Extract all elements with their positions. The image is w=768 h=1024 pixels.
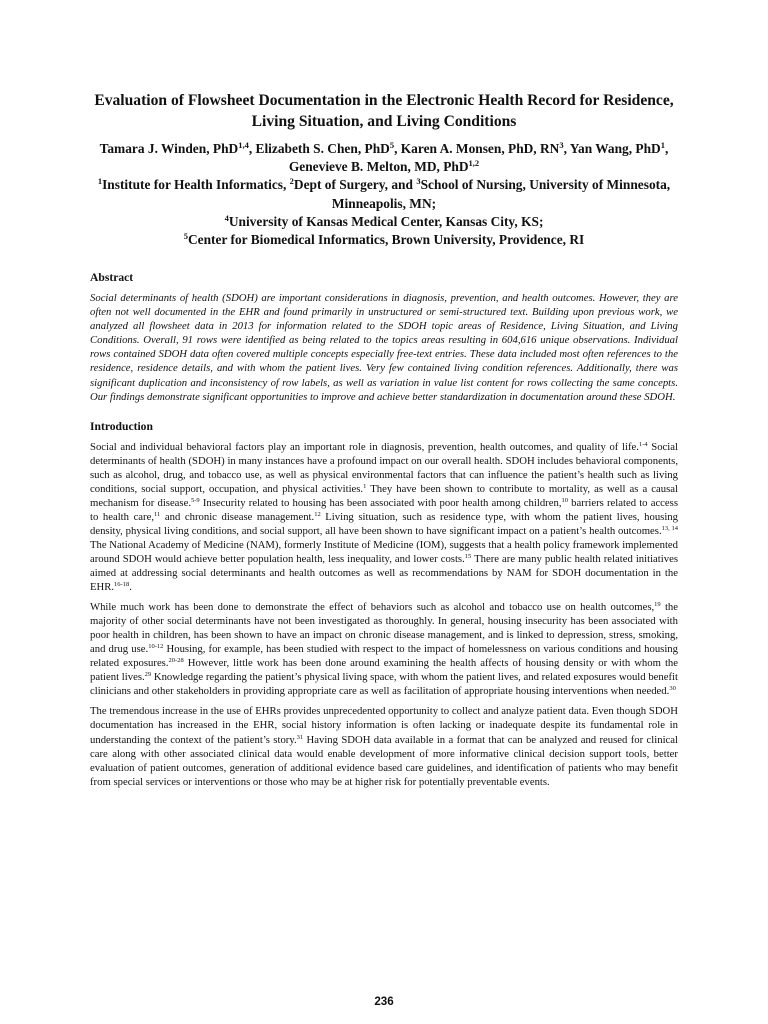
introduction-paragraph-2: While much work has been done to demonstrate the effect of behaviors such as alcohol and tobacco use on health outcomes,$^{19}$ the majority of other social determinants have not been investigated as thoroughly. In general, housing insecurity has been associated with poor health in children, has been shown to have an impact on chronic disease management, and is linked to depression, stress, smoking, and drug use.$^{10-12}$ Housing, for example, has been studied with respect to the impact of homelessness on various conditions and housing related exposures.$^{20-28}$ However, little work has been done around examining the health affects of housing density or with whom the patient lives.$^{29}$ Knowledge regarding the patient’s physical living space, with whom the patient lives, and related exposures would benefit clinicians and other stakeholders in providing appropriate care as well as facilitation of appropriate housing interventions when needed.$^{30}$ [90,601,679,698]
author-affiliations: Tamara J. Winden, PhD$^{1,4}$, Elizabeth S. Chen, PhD$^5$, Karen A. Monsen, PhD, $RN^3$, Yan Wang, PhD$^1$, Genevieve B. Melton, MD, PhD$^{1,2}$ $^1$Institute for Health Informatics, $^2$Dept of Surgery, and $^3$School of Nursing, University of Minnesota, Minneapolis, MN; $^4$University of Kansas Medical Center, Kansas City, KS; $^5$Center for Biomedical Informatics, Brown University, Providence, RI [97,140,671,248]
abstract-text: Social determinants of health (SDOH) are important considerations in diagnosis, prevention, and health outcomes. However, they are often not well documented in the EHR and found primarily in unstructured or semi-structured text. Building upon previous work, we analyzed all flowsheet data in 2013 for information related to the SDOH topic areas of Residence, Living Situation, and Living Conditions. Overall, 91 rows were identified as being related to the topics areas resulting in 604,616 unique observations. Individual rows contained SDOH data often covered multiple concepts especially free-text entries. These data included most often references to the residence, residence details, and with whom the patient lives. Very few contained living condition references. Additionally, there was significant duplication and inconsistency of row labels, as well as variation in value list content for rows collecting the same concepts. Our findings demonstrate significant opportunities to improve and achieve better standardization in documentation around these SDOH. [90,292,678,403]
introduction-paragraph-3: The tremendous increase in the use of EHRs provides unprecedented opportunity to collect and analyze patient data. Even though SDOH documentation has increased in the EHR, social history information is often lacking or inadequate despite its fundamental role in understanding the context of the patient’s story.$^{31}$ Having SDOH data available in a format that can be analyzed and reused for clinical care along with other associated clinical data would enable development of more informative clinical decision support tools, better evaluation of patient outcomes, generation of additional evidence based care guidelines, and identification of patients who may benefit from special services or interventions or those who may be at higher risk for potentially preventable events. [90,705,678,788]
abstract-heading: Abstract [90,271,134,285]
page-number: 236 [374,995,394,1008]
introduction-paragraph-1: Social and individual behavioral factors play an important role in diagnosis, prevention, health outcomes, and quality of life.$^{1-4}$ Social determinants of health (SDOH) in many instances have a profound impact on our overall health. SDOH includes behavioral components, such as alcohol, drug, and tobacco use, as well as physical environmental factors that can influence the patient’s health such as living conditions, social support, occupation, and physical activities.$^1$ They have been shown to contribute to mortality, as well as a causal mechanism for disease.$^{5-9}$ Insecurity related to housing has been associated with poor health among children,$^{10}$ barriers related to access to health care,$^{11}$ and chronic disease management.$^{12}$ Living situation, such as residence type, with whom the patient lives, housing density, physical living conditions, and social support, all have been shown to have significant impact on a patient’s health outcomes.$^{13, 14}$ The National Academy of Medicine (NAM), formerly Institute of Medicine (IOM), suggests that a health policy framework implemented around SDOH would achieve better population health, less inequality, and lower costs.$^{15}$ There are many public health related initiatives aimed at addressing social determinants and health outcomes as well as recommendations by NAM for SDOH documentation in the EHR.$^{16-18}$. [90,440,679,594]
paper-page [90,90,678,789]
introduction-heading: Introduction [90,419,153,433]
paper-title: Evaluation of Flowsheet Documentation in the Electronic Health Record for Residence, Living Situation, and Living Conditions [94,92,674,130]
